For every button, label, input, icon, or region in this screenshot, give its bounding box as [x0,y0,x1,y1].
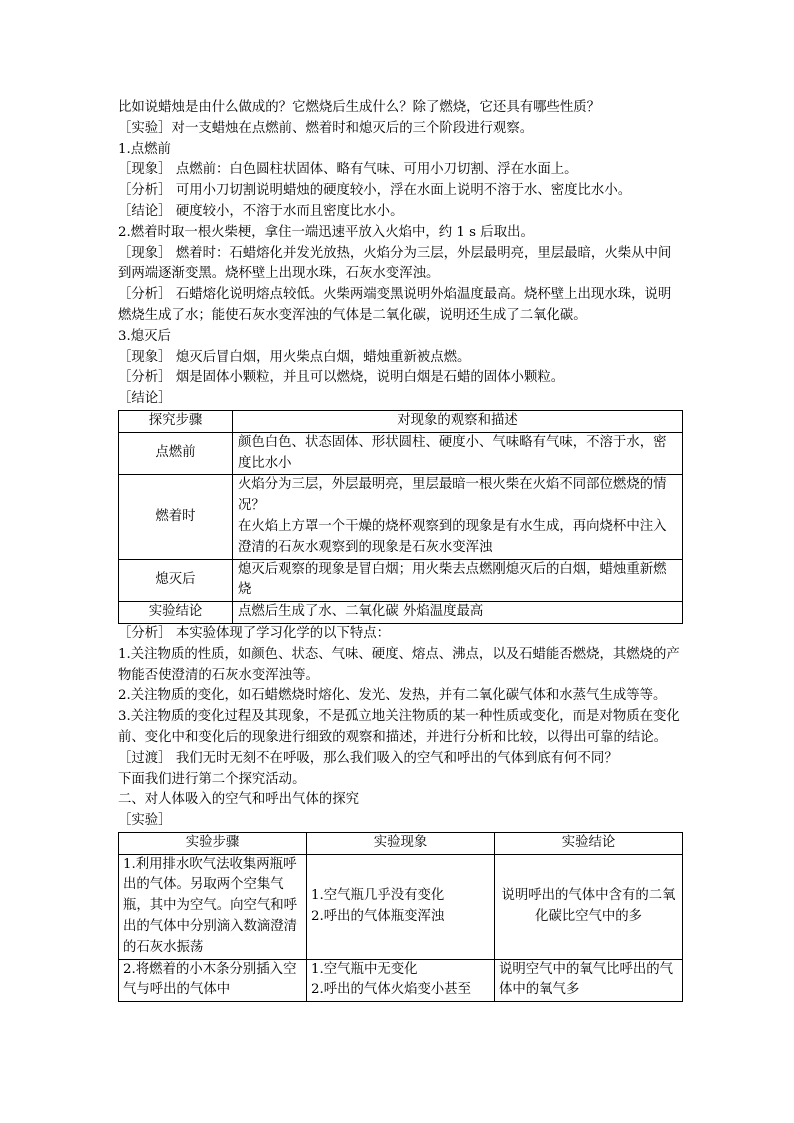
analysis-point-2: 2.关注物质的变化，如石蜡燃烧时熔化、发光、发热，并有二氧化碳气体和水蒸气生成等等。 [118,688,667,704]
step-heading-after: 3.熄灭后 [118,328,171,344]
table-cell-step: 实验结论 [119,602,233,624]
table-row [119,475,683,559]
table-cell-conclusion: 说明呼出的气体中含有的二氧化碳比空气中的多 [495,854,683,959]
document-page [118,98,683,1002]
table-cell-phenomena [307,959,495,1002]
conclusion-before: ［结论］ 硬度较小，不溶于水而且密度比水小。 [118,203,404,219]
table-cell-desc [233,559,683,602]
table-cell-step: 2.将燃着的小木条分别插入空气与呼出的气体中 [119,959,307,1002]
phenomenon-line: 1.空气瓶中无变化 [311,961,418,977]
phenomenon-line: 2.呼出的气体火焰变小甚至 [311,982,472,998]
table-cell-conclusion: 说明空气中的氧气比呼出的气体中的氧气多 [495,959,683,1002]
desc-text: 在火焰上方罩一个干燥的烧杯观察到的现象是有水生成，再向烧杯中注入澄清的石灰水观察到的现象是石灰水变浑浊 [238,518,667,555]
section-analysis [118,624,683,832]
analysis-heading: ［分析］ 本实验体现了学习化学的以下特点： [118,625,391,641]
phenomenon-line: 1.空气瓶几乎没有变化 [311,887,445,903]
analysis-before: ［分析］ 可用小刀切割说明蜡烛的硬度较小，浮在水面上说明不溶于水、密度比水小。 [118,183,632,199]
table-header-row [119,832,683,854]
table-header-row [119,410,683,432]
candle-observation-table [118,410,683,624]
desc-text: 熄灭后观察的现象是冒白烟；用火柴去点燃刚熄灭后的白烟，蜡烛重新燃烧 [238,561,667,598]
phenomenon-before: ［现象］ 点燃前：白色圆柱状固体、略有气味、可用小刀切割、浮在水面上。 [118,162,578,178]
conclusion-label: ［结论］ [118,391,172,407]
desc-text: 颜色白色、状态固体、形状圆柱、硬度小、气味略有气味，不溶于水，密度比水小 [238,434,667,471]
desc-text: 火焰分为三层，外层最明亮，里层最暗一根火柴在火焰不同部位燃烧的情况？ [238,477,667,514]
breathing-experiment-table [118,832,683,1002]
analysis-point-3: 3.关注物质的变化过程及其现象，不是孤立地关注物质的某一种性质或变化，而是对物质在变化前、变化中和变化后的现象进行细致的观察和描述，并进行分析和比较，以得出可靠的结论。 [118,709,680,745]
next-activity-text: 下面我们进行第二个探究活动。 [118,771,306,787]
step-heading-before: 1.点燃前 [118,141,171,157]
table-header-cell: 探究步骤 [119,410,233,432]
section-two-heading: 二、对人体吸入的空气和呼出气体的探究 [118,792,360,808]
table-cell-step: 熄灭后 [119,559,233,602]
phenomenon-line: 2.呼出的气体瓶变浑浊 [311,908,445,924]
table-header-cell: 对现象的观察和描述 [233,410,683,432]
table-cell-phenomena [307,854,495,959]
section-candle-intro [118,98,683,410]
table-row [119,602,683,624]
intro-question: 比如说蜡烛是由什么做成的？它燃烧后生成什么？除了燃烧，它还具有哪些性质？ [118,100,601,115]
step-heading-burning: 2.燃着时取一根火柴梗，拿住一端迅速平放入火焰中，约 1 s 后取出。 [118,224,534,240]
analysis-after: ［分析］ 烟是固体小颗粒，并且可以燃烧，说明白烟是石蜡的固体小颗粒。 [118,370,565,386]
table-cell-step: 1.利用排水吹气法收集两瓶呼出的气体。另取两个空集气瓶，其中为空气。向空气和呼出的气体中分别滴入数滴澄清的石灰水振荡 [119,854,307,959]
analysis-burning: ［分析］ 石蜡熔化说明熔点较低。火柴两端变黑说明外焰温度最高。烧杯壁上出现水珠，说明燃烧生成了水；能使石灰水变浑浊的气体是二氧化碳，说明还生成了二氧化碳。 [118,287,672,323]
phenomenon-after: ［现象］ 熄灭后冒白烟，用火柴点白烟，蜡烛重新被点燃。 [118,349,471,365]
table-row [119,959,683,1002]
table-header-cell: 实验步骤 [119,832,307,854]
transition-text: ［过渡］ 我们无时无刻不在呼吸，那么我们吸入的空气和呼出的气体到底有何不同？ [118,750,618,766]
table-cell-step: 点燃前 [119,432,233,475]
table-cell-desc [233,602,683,624]
desc-text: 点燃后生成了水、二氧化碳 外焰温度最高 [238,604,484,620]
table-row [119,432,683,475]
table-row [119,854,683,959]
analysis-point-1: 1.关注物质的性质，如颜色、状态、气味、硬度、熔点、沸点，以及石蜡能否燃烧，其燃烧的产物能否使澄清的石灰水变浑浊等。 [118,646,680,683]
phenomenon-burning: ［现象］ 燃着时：石蜡熔化并发光放热，火焰分为三层，外层最明亮，里层最暗，火柴从中间到两端逐渐变黑。烧杯壁上出现水珠，石灰水变浑浊。 [118,245,672,282]
table-header-cell: 实验现象 [307,832,495,854]
table-row [119,559,683,602]
experiment-label: ［实验］ [118,813,172,829]
table-cell-step: 燃着时 [119,475,233,559]
table-cell-desc [233,432,683,475]
experiment-statement: ［实验］对一支蜡烛在点燃前、燃着时和熄灭后的三个阶段进行观察。 [118,120,534,136]
table-cell-desc [233,475,683,559]
table-header-cell: 实验结论 [495,832,683,854]
